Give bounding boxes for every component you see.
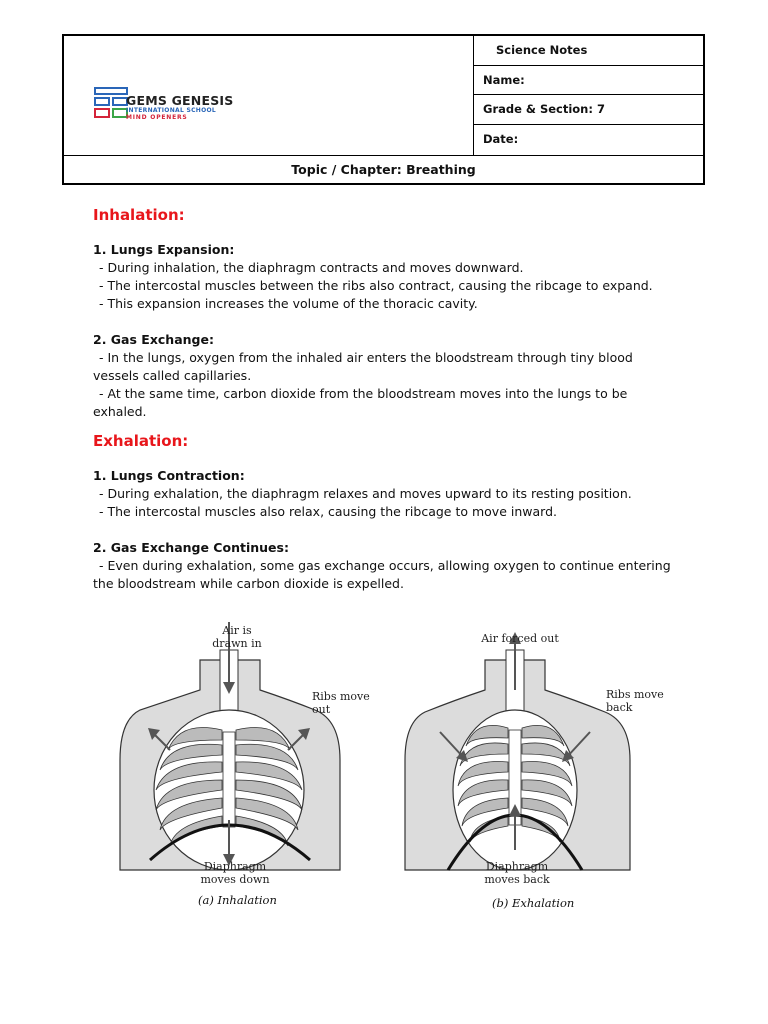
ribcage-inhalation-icon [110, 620, 350, 890]
air-drawn-in-label [202, 624, 272, 650]
inhalation-diagram [110, 620, 370, 920]
diaphragm-label-line: moves back [484, 873, 550, 886]
text-line: vessels called capillaries. [93, 368, 252, 383]
header-table [62, 34, 705, 185]
school-subtitle: INTERNATIONAL SCHOOL [126, 107, 217, 114]
diaphragm-moves-back-label [472, 860, 562, 886]
lungs-expansion-title: 1. Lungs Expansion: [93, 242, 235, 257]
ribs-move-back-label [606, 688, 676, 714]
grade-section-field: Grade & Section: 7 [474, 95, 705, 125]
text-line: - Even during exhalation, some gas exchange occurs, allowing oxygen to continue entering [99, 558, 671, 573]
diaphragm-moves-down-label [190, 860, 280, 886]
info-column [474, 36, 705, 155]
school-name: GEMS GENESIS [126, 93, 234, 108]
ribs-label-line: back [606, 701, 633, 714]
ribs-label-line: Ribs move [312, 690, 370, 703]
school-tagline: MIND OPENERS [126, 114, 188, 121]
inhalation-caption: (a) Inhalation [198, 893, 277, 907]
lungs-contraction-title: 1. Lungs Contraction: [93, 468, 245, 483]
science-notes-label: Science Notes [474, 36, 705, 66]
logo-cell [64, 36, 474, 155]
text-line: - In the lungs, oxygen from the inhaled air enters the bloodstream through tiny blood [99, 350, 633, 365]
diaphragm-label-line: Diaphragm [203, 860, 267, 873]
ribs-move-out-label [312, 690, 392, 716]
school-logo-icon [94, 86, 128, 120]
text-line: - At the same time, carbon dioxide from the bloodstream moves into the lungs to be [99, 386, 628, 401]
ribcage-exhalation-icon [400, 620, 640, 890]
diaphragm-label-line: Diaphragm [485, 860, 549, 873]
text-line: exhaled. [93, 404, 147, 419]
text-line: the bloodstream while carbon dioxide is expelled. [93, 576, 404, 591]
logo-text [126, 94, 233, 121]
gas-exchange-title: 2. Gas Exchange: [93, 332, 214, 347]
name-field: Name: [474, 66, 705, 96]
exhalation-heading: Exhalation: [93, 432, 189, 450]
air-label-line: drawn in [212, 637, 262, 650]
notes-body [93, 205, 673, 593]
diaphragm-label-line: moves down [200, 873, 270, 886]
text-line: - The intercostal muscles between the ribs also contract, causing the ribcage to expand. [99, 278, 653, 293]
exhalation-caption: (b) Exhalation [492, 896, 575, 910]
gas-exchange-continues-title: 2. Gas Exchange Continues: [93, 540, 289, 555]
date-field: Date: [483, 131, 519, 146]
text-line: - The intercostal muscles also relax, causing the ribcage to move inward. [99, 504, 557, 519]
air-forced-out-label: Air forced out [481, 632, 559, 645]
exhalation-diagram [400, 620, 664, 920]
ribs-label-line: out [312, 703, 331, 716]
air-label-line: Air is [222, 624, 252, 637]
text-line: - This expansion increases the volume of the thoracic cavity. [99, 296, 478, 311]
ribs-label-line: Ribs move [606, 688, 664, 701]
inhalation-heading: Inhalation: [93, 206, 185, 224]
topic-chapter: Topic / Chapter: Breathing [64, 155, 703, 183]
text-line: - During inhalation, the diaphragm contracts and moves downward. [99, 260, 524, 275]
text-line: - During exhalation, the diaphragm relaxes and moves upward to its resting position. [99, 486, 632, 501]
